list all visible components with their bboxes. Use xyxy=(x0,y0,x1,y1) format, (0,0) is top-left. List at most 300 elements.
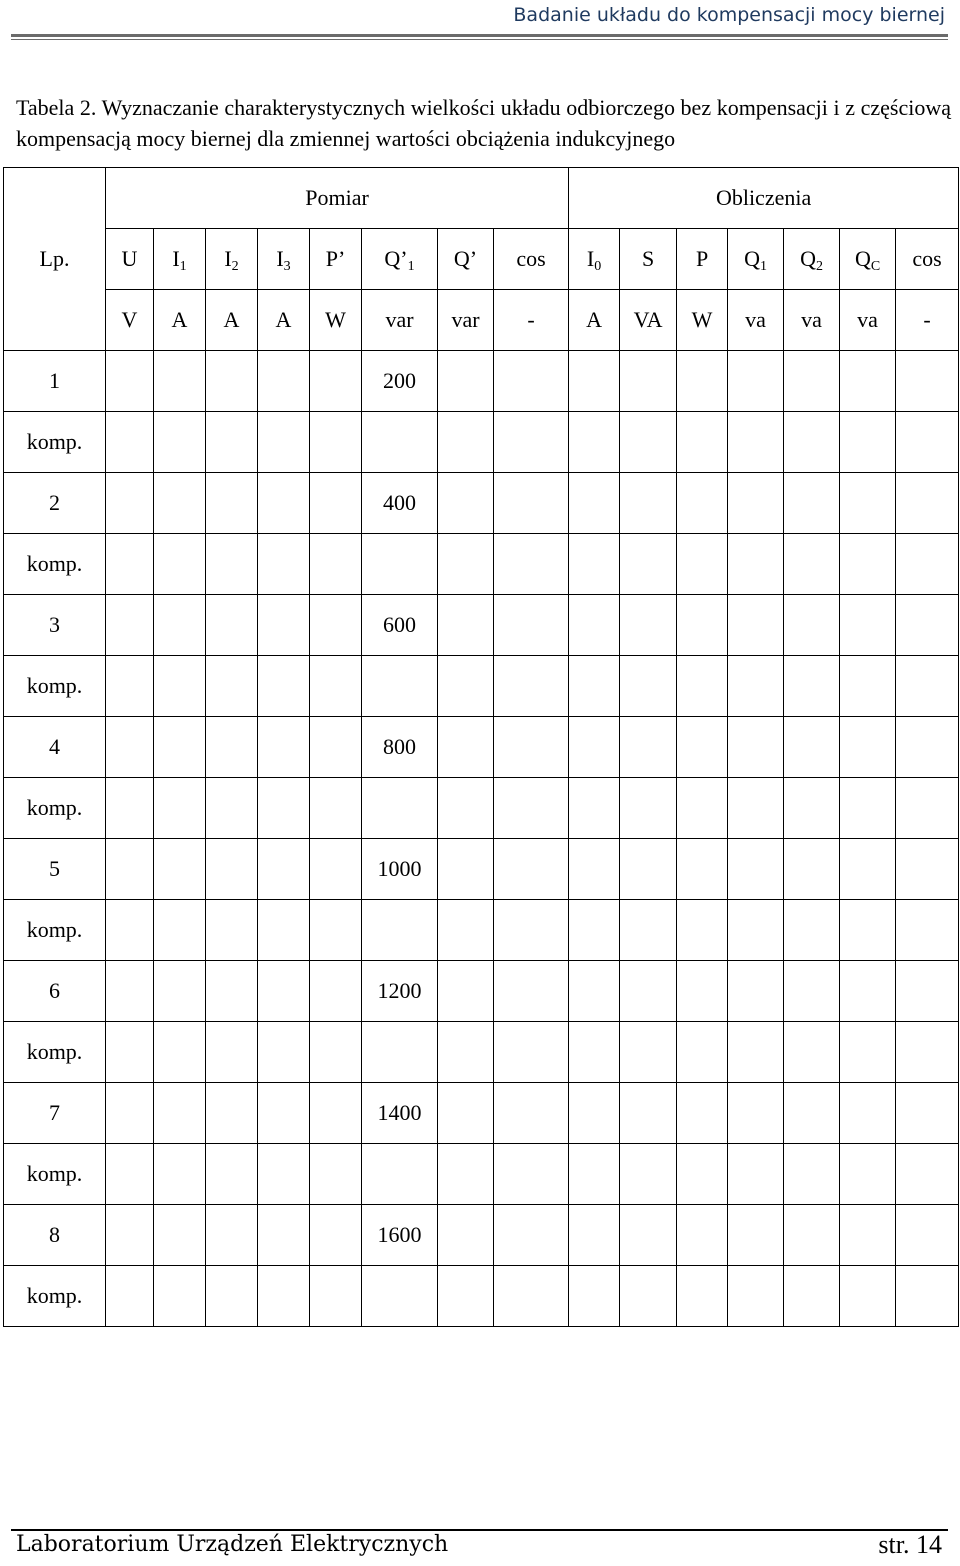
table-cell xyxy=(569,1266,620,1327)
table-cell xyxy=(569,412,620,473)
table-cell xyxy=(728,473,784,534)
table-cell xyxy=(896,900,959,961)
table-cell xyxy=(206,717,258,778)
table-cell xyxy=(154,1266,206,1327)
table-cell xyxy=(569,1205,620,1266)
table-cell xyxy=(106,717,154,778)
table-cell xyxy=(840,534,896,595)
table-cell xyxy=(106,412,154,473)
table-cell xyxy=(728,839,784,900)
column-unit: A xyxy=(154,290,206,351)
load-value xyxy=(362,1022,438,1083)
symbol-subscript: 2 xyxy=(816,259,823,274)
table-cell xyxy=(896,1205,959,1266)
table-cell xyxy=(494,412,569,473)
table-cell xyxy=(438,595,494,656)
table-cell xyxy=(206,1083,258,1144)
column-unit: VA xyxy=(620,290,677,351)
row-label: 3 xyxy=(4,595,106,656)
table-cell xyxy=(438,778,494,839)
table-cell xyxy=(677,717,728,778)
table-cell xyxy=(494,900,569,961)
table-cell xyxy=(569,1083,620,1144)
column-symbol xyxy=(620,229,677,290)
table-cell xyxy=(206,1022,258,1083)
table-cell xyxy=(728,778,784,839)
symbol-main: I xyxy=(276,246,284,271)
table-cell xyxy=(106,1205,154,1266)
table-row xyxy=(4,351,959,412)
table-cell xyxy=(154,351,206,412)
table-cell xyxy=(206,1205,258,1266)
symbol-main: U xyxy=(121,246,138,271)
table-cell xyxy=(154,534,206,595)
table-cell xyxy=(840,900,896,961)
table-cell xyxy=(438,473,494,534)
row-label: 6 xyxy=(4,961,106,1022)
header-rule xyxy=(11,34,948,37)
table-cell xyxy=(896,717,959,778)
table-cell xyxy=(620,717,677,778)
table-cell xyxy=(840,1144,896,1205)
table-cell xyxy=(677,412,728,473)
table-cell xyxy=(784,961,840,1022)
table-cell xyxy=(569,961,620,1022)
table-cell xyxy=(784,412,840,473)
table-row xyxy=(4,778,959,839)
table-cell xyxy=(154,778,206,839)
table-cell xyxy=(154,1022,206,1083)
table-cell xyxy=(569,717,620,778)
table-cell xyxy=(784,778,840,839)
table-cell xyxy=(784,1266,840,1327)
symbol-main: Q xyxy=(744,246,760,271)
table-cell xyxy=(677,1266,728,1327)
load-value: 1000 xyxy=(362,839,438,900)
load-value xyxy=(362,656,438,717)
table-cell xyxy=(438,900,494,961)
row-label: komp. xyxy=(4,1144,106,1205)
table-cell xyxy=(206,900,258,961)
table-cell xyxy=(438,534,494,595)
symbol-main: cos xyxy=(912,246,942,271)
table-cell xyxy=(620,1266,677,1327)
symbol-main: I xyxy=(586,246,595,271)
table-cell xyxy=(258,961,310,1022)
table-cell xyxy=(896,656,959,717)
page-number: str. 14 xyxy=(878,1530,942,1559)
table-cell xyxy=(677,473,728,534)
symbol-main: P’ xyxy=(325,246,346,271)
table-cell xyxy=(438,1144,494,1205)
column-unit: W xyxy=(677,290,728,351)
table-cell xyxy=(784,1144,840,1205)
column-unit: W xyxy=(310,290,362,351)
load-value: 1400 xyxy=(362,1083,438,1144)
table-cell xyxy=(677,351,728,412)
table-cell xyxy=(784,900,840,961)
table-cell xyxy=(620,351,677,412)
load-value xyxy=(362,412,438,473)
table-cell xyxy=(896,961,959,1022)
table-cell xyxy=(206,1144,258,1205)
load-value xyxy=(362,534,438,595)
table-row xyxy=(4,534,959,595)
table-cell xyxy=(620,778,677,839)
table-row xyxy=(4,595,959,656)
column-unit: A xyxy=(206,290,258,351)
table-cell xyxy=(258,1083,310,1144)
table-cell xyxy=(106,778,154,839)
column-symbol xyxy=(569,229,620,290)
table-cell xyxy=(206,534,258,595)
table-cell xyxy=(784,1083,840,1144)
symbol-main: cos xyxy=(516,246,546,271)
table-cell xyxy=(258,1266,310,1327)
table-cell xyxy=(438,412,494,473)
group-pomiar: Pomiar xyxy=(106,168,569,229)
table-cell xyxy=(154,1144,206,1205)
table-cell xyxy=(840,1083,896,1144)
row-label: komp. xyxy=(4,1266,106,1327)
table-cell xyxy=(840,1266,896,1327)
table-cell xyxy=(494,1144,569,1205)
table-cell xyxy=(494,717,569,778)
table-cell xyxy=(494,534,569,595)
table-cell xyxy=(206,473,258,534)
column-symbol xyxy=(206,229,258,290)
table-cell xyxy=(677,900,728,961)
table-cell xyxy=(310,351,362,412)
table-row xyxy=(4,473,959,534)
table-cell xyxy=(784,839,840,900)
table-cell xyxy=(106,351,154,412)
table-cell xyxy=(728,1083,784,1144)
column-unit: - xyxy=(896,290,959,351)
table-cell xyxy=(784,656,840,717)
table-row xyxy=(4,412,959,473)
table-cell xyxy=(728,1144,784,1205)
load-value: 200 xyxy=(362,351,438,412)
load-value: 800 xyxy=(362,717,438,778)
symbol-subscript: 0 xyxy=(594,259,602,274)
group-header-row xyxy=(4,168,959,229)
table-cell xyxy=(620,1022,677,1083)
table-cell xyxy=(896,778,959,839)
table-cell xyxy=(154,656,206,717)
table-row xyxy=(4,961,959,1022)
load-value: 400 xyxy=(362,473,438,534)
footer-title: Laboratorium Urządzeń Elektrycznych xyxy=(16,1532,449,1557)
table-cell xyxy=(494,351,569,412)
table-cell xyxy=(258,656,310,717)
table-cell xyxy=(677,656,728,717)
table-cell xyxy=(569,351,620,412)
table-cell xyxy=(728,961,784,1022)
table-cell xyxy=(258,595,310,656)
table-cell xyxy=(106,1022,154,1083)
table-cell xyxy=(494,1022,569,1083)
table-cell xyxy=(840,412,896,473)
table-cell xyxy=(896,473,959,534)
column-unit: va xyxy=(784,290,840,351)
table-cell xyxy=(784,473,840,534)
unit-row xyxy=(4,290,959,351)
table-cell xyxy=(494,778,569,839)
table-cell xyxy=(310,1144,362,1205)
table-cell xyxy=(677,1205,728,1266)
table-cell xyxy=(784,717,840,778)
table-cell xyxy=(494,473,569,534)
table-cell xyxy=(154,595,206,656)
table-cell xyxy=(106,656,154,717)
table-cell xyxy=(438,839,494,900)
table-row xyxy=(4,656,959,717)
load-value xyxy=(362,900,438,961)
table-cell xyxy=(494,595,569,656)
table-cell xyxy=(620,1205,677,1266)
table-cell xyxy=(728,1205,784,1266)
table-cell xyxy=(569,534,620,595)
table-cell xyxy=(784,351,840,412)
lp-header: Lp. xyxy=(4,168,106,351)
table-cell xyxy=(310,473,362,534)
row-label: 4 xyxy=(4,717,106,778)
table-cell xyxy=(569,1022,620,1083)
table-cell xyxy=(677,1083,728,1144)
table-cell xyxy=(677,534,728,595)
row-label: komp. xyxy=(4,1022,106,1083)
table-cell xyxy=(896,1083,959,1144)
load-value xyxy=(362,1144,438,1205)
table-cell xyxy=(840,1205,896,1266)
table-cell xyxy=(106,595,154,656)
table-cell xyxy=(677,839,728,900)
table-cell xyxy=(438,961,494,1022)
table-cell xyxy=(206,778,258,839)
column-unit: A xyxy=(258,290,310,351)
table-cell xyxy=(569,1144,620,1205)
table-cell xyxy=(840,595,896,656)
table-cell xyxy=(620,595,677,656)
column-symbol xyxy=(154,229,206,290)
table-cell xyxy=(206,595,258,656)
table-cell xyxy=(494,961,569,1022)
footer-rule xyxy=(11,1529,948,1531)
table-caption: Tabela 2. Wyznaczanie charakterystycznych wielkości układu odbiorczego bez kompensacji i z częściową kompensacją mocy biernej dla zmiennej wartości obciążenia indukcyjnego xyxy=(16,95,951,151)
row-label: komp. xyxy=(4,900,106,961)
table-cell xyxy=(258,778,310,839)
table-cell xyxy=(728,1022,784,1083)
symbol-main: P xyxy=(695,246,709,271)
table-cell xyxy=(438,1083,494,1144)
table-cell xyxy=(106,900,154,961)
symbol-subscript: 1 xyxy=(179,259,187,274)
table-cell xyxy=(840,1022,896,1083)
symbol-subscript: 3 xyxy=(283,259,291,274)
load-value xyxy=(362,778,438,839)
column-unit: - xyxy=(494,290,569,351)
column-symbol xyxy=(106,229,154,290)
table-row xyxy=(4,1266,959,1327)
table-cell xyxy=(154,412,206,473)
table-cell xyxy=(310,961,362,1022)
table-cell xyxy=(258,412,310,473)
table-cell xyxy=(840,778,896,839)
column-unit: va xyxy=(728,290,784,351)
table-cell xyxy=(569,778,620,839)
table-cell xyxy=(258,351,310,412)
load-value: 1200 xyxy=(362,961,438,1022)
table-cell xyxy=(896,1022,959,1083)
table-cell xyxy=(310,412,362,473)
table-cell xyxy=(310,1083,362,1144)
column-symbol xyxy=(677,229,728,290)
table-cell xyxy=(438,1266,494,1327)
symbol-row xyxy=(4,229,959,290)
table-cell xyxy=(840,656,896,717)
table-cell xyxy=(494,1083,569,1144)
table-cell xyxy=(258,473,310,534)
column-symbol xyxy=(362,229,438,290)
row-label: 1 xyxy=(4,351,106,412)
column-symbol xyxy=(840,229,896,290)
table-cell xyxy=(569,473,620,534)
symbol-main: Q’ xyxy=(453,246,478,271)
column-symbol xyxy=(494,229,569,290)
table-cell xyxy=(494,839,569,900)
table-cell xyxy=(258,839,310,900)
table-cell xyxy=(154,1083,206,1144)
group-obliczenia: Obliczenia xyxy=(569,168,959,229)
table-cell xyxy=(840,839,896,900)
table-cell xyxy=(677,595,728,656)
row-label: komp. xyxy=(4,412,106,473)
table-cell xyxy=(677,778,728,839)
table-cell xyxy=(784,1205,840,1266)
row-label: komp. xyxy=(4,656,106,717)
table-cell xyxy=(310,900,362,961)
table-cell xyxy=(569,900,620,961)
table-cell xyxy=(154,1205,206,1266)
table-cell xyxy=(840,717,896,778)
symbol-main: S xyxy=(641,246,655,271)
column-unit: var xyxy=(362,290,438,351)
table-row xyxy=(4,839,959,900)
table-cell xyxy=(896,1266,959,1327)
row-label: 8 xyxy=(4,1205,106,1266)
table-cell xyxy=(106,961,154,1022)
load-value: 1600 xyxy=(362,1205,438,1266)
table-cell xyxy=(620,1083,677,1144)
row-label: 2 xyxy=(4,473,106,534)
table-cell xyxy=(728,656,784,717)
symbol-main: Q xyxy=(800,246,816,271)
table-cell xyxy=(896,839,959,900)
table-row xyxy=(4,1022,959,1083)
table-cell xyxy=(106,1083,154,1144)
table-cell xyxy=(310,595,362,656)
table-cell xyxy=(494,1266,569,1327)
row-label: komp. xyxy=(4,778,106,839)
table-cell xyxy=(677,961,728,1022)
table-cell xyxy=(840,961,896,1022)
table-cell xyxy=(154,961,206,1022)
table-cell xyxy=(620,412,677,473)
row-label: komp. xyxy=(4,534,106,595)
table-cell xyxy=(438,351,494,412)
table-cell xyxy=(569,839,620,900)
symbol-subscript: 2 xyxy=(231,259,239,274)
table-cell xyxy=(728,900,784,961)
table-cell xyxy=(310,1022,362,1083)
symbol-main: Q xyxy=(854,246,871,271)
table-cell xyxy=(258,1205,310,1266)
column-symbol xyxy=(728,229,784,290)
symbol-main: I xyxy=(172,246,180,271)
table-cell xyxy=(569,656,620,717)
symbol-subscript: 1 xyxy=(407,259,415,274)
row-label: 7 xyxy=(4,1083,106,1144)
table-cell xyxy=(896,1144,959,1205)
table-cell xyxy=(840,351,896,412)
table-cell xyxy=(784,1022,840,1083)
table-cell xyxy=(310,717,362,778)
table-cell xyxy=(310,839,362,900)
header-rule-thin xyxy=(11,39,948,40)
table-cell xyxy=(620,961,677,1022)
table-cell xyxy=(438,656,494,717)
table-cell xyxy=(258,1144,310,1205)
table-cell xyxy=(206,656,258,717)
table-cell xyxy=(438,1022,494,1083)
table-cell xyxy=(206,839,258,900)
column-unit: va xyxy=(840,290,896,351)
table-cell xyxy=(569,595,620,656)
table-cell xyxy=(154,717,206,778)
column-symbol xyxy=(438,229,494,290)
table-cell xyxy=(206,351,258,412)
table-cell xyxy=(106,1144,154,1205)
column-symbol xyxy=(258,229,310,290)
table-cell xyxy=(728,595,784,656)
table-cell xyxy=(620,1144,677,1205)
table-row xyxy=(4,1083,959,1144)
symbol-main: Q’ xyxy=(384,246,408,271)
running-header: Badanie układu do kompensacji mocy biernej xyxy=(513,4,945,26)
table-row xyxy=(4,900,959,961)
table-cell xyxy=(620,473,677,534)
table-cell xyxy=(784,595,840,656)
table-cell xyxy=(154,473,206,534)
table-cell xyxy=(206,412,258,473)
table-cell xyxy=(154,900,206,961)
table-cell xyxy=(728,1266,784,1327)
table-cell xyxy=(206,1266,258,1327)
table-row xyxy=(4,1205,959,1266)
table-cell xyxy=(728,717,784,778)
table-cell xyxy=(896,534,959,595)
table-cell xyxy=(620,900,677,961)
table-cell xyxy=(310,1266,362,1327)
table-cell xyxy=(620,656,677,717)
table-cell xyxy=(896,595,959,656)
table-cell xyxy=(896,412,959,473)
table-cell xyxy=(258,1022,310,1083)
table-cell xyxy=(677,1022,728,1083)
table-cell xyxy=(494,1205,569,1266)
table-cell xyxy=(728,351,784,412)
